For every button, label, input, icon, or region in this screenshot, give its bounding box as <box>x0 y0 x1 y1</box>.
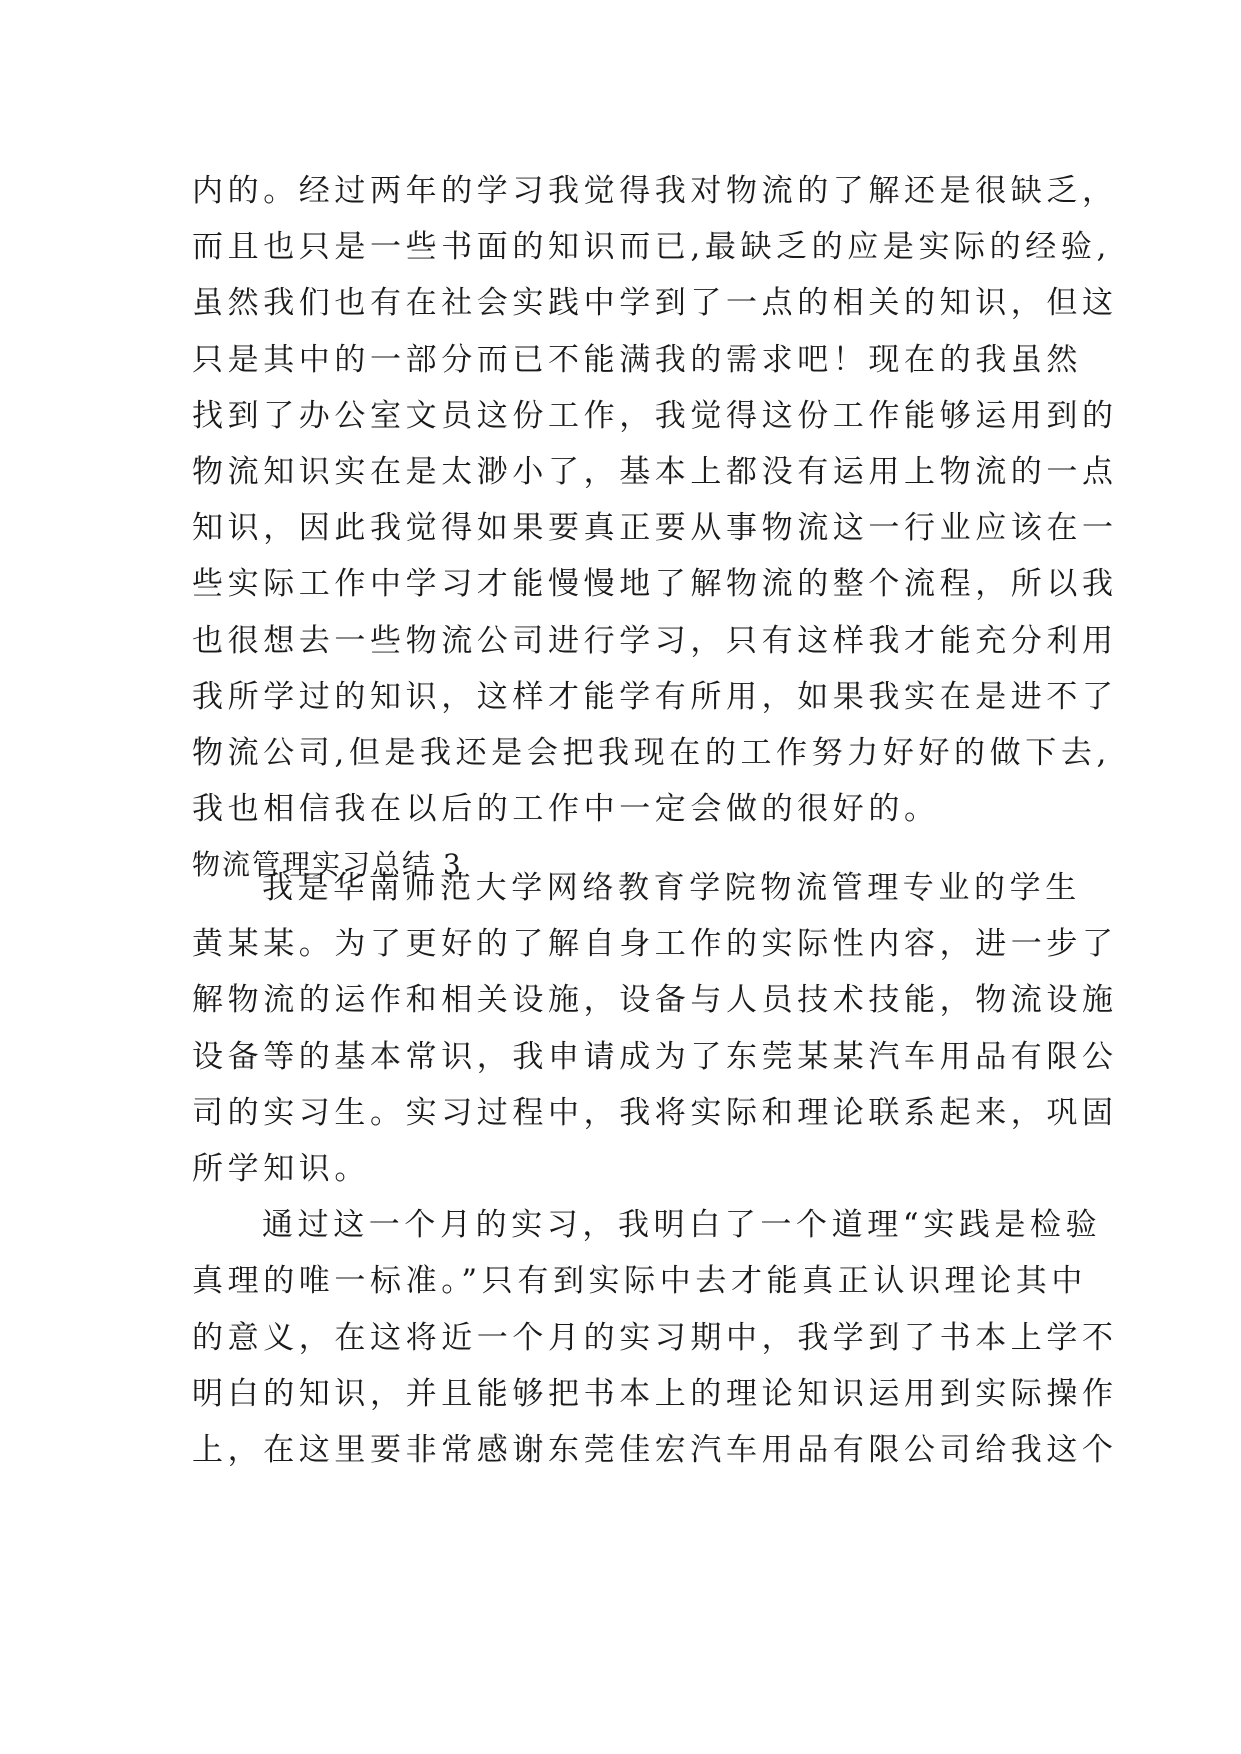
continued-paragraph <box>192 163 1118 893</box>
text-line: 虽然我们也有在社会实践中学到了一点的相关的知识，但这 <box>192 285 1118 322</box>
paragraph-1-line: 解物流的运作和相关设施，设备与人员技术技能，物流设施 <box>192 982 1118 1019</box>
text-line: 物流知识实在是太渺小了，基本上都没有运用上物流的一点 <box>192 453 1118 490</box>
text-line: 也很想去一些物流公司进行学习，只有这样我才能充分利用 <box>192 622 1118 659</box>
paragraph-2-line: 明白的知识，并且能够把书本上的理论知识运用到实际操作 <box>192 1375 1118 1412</box>
text-line: 我也相信我在以后的工作中一定会做的很好的。 <box>192 791 940 828</box>
text-line: 找到了办公室文员这份工作，我觉得这份工作能够运用到的 <box>192 397 1118 434</box>
paragraph-1-line: 所学知识。 <box>192 1150 370 1187</box>
text-line: 物流公司,但是我还是会把我现在的工作努力好好的做下去, <box>192 734 1111 771</box>
text-line: 知识，因此我觉得如果要真正要从事物流这一行业应该在一 <box>192 510 1118 547</box>
section-title: 物流管理实习总结 3 <box>192 848 463 882</box>
text-line: 些实际工作中学习才能慢慢地了解物流的整个流程，所以我 <box>192 566 1118 603</box>
paragraph-2-line: 上，在这里要非常感谢东莞佳宏汽车用品有限公司给我这个 <box>192 1431 1118 1468</box>
paragraph-1-line: 黄某某。为了更好的了解自身工作的实际性内容，进一步了 <box>192 926 1118 963</box>
text-line: 只是其中的一部分而已不能满我的需求吧！现在的我虽然 <box>192 341 1082 378</box>
paragraph-1-line: 司的实习生。实习过程中，我将实际和理论联系起来，巩固 <box>192 1094 1118 1131</box>
body-paragraphs <box>192 860 1118 1478</box>
text-line: 而且也只是一些书面的知识而已,最缺乏的应是实际的经验, <box>192 229 1111 266</box>
paragraph-1-line: 我是华南师范大学网络教育学院物流管理专业的学生 <box>262 870 1081 906</box>
paragraph-2-line: 通过这一个月的实习，我明白了一个道理“实践是检验 <box>262 1207 1102 1244</box>
text-line: 我所学过的知识，这样才能学有所用，如果我实在是进不了 <box>192 678 1118 715</box>
paragraph-2-line: 的意义，在这将近一个月的实习期中，我学到了书本上学不 <box>192 1319 1118 1356</box>
text-line: 内的。经过两年的学习我觉得我对物流的了解还是很缺乏， <box>192 173 1118 209</box>
paragraph-1-line: 设备等的基本常识，我申请成为了东莞某某汽车用品有限公 <box>192 1038 1118 1075</box>
paragraph-2-line: 真理的唯一标准。”只有到实际中去才能真正认识理论其中 <box>192 1263 1087 1300</box>
